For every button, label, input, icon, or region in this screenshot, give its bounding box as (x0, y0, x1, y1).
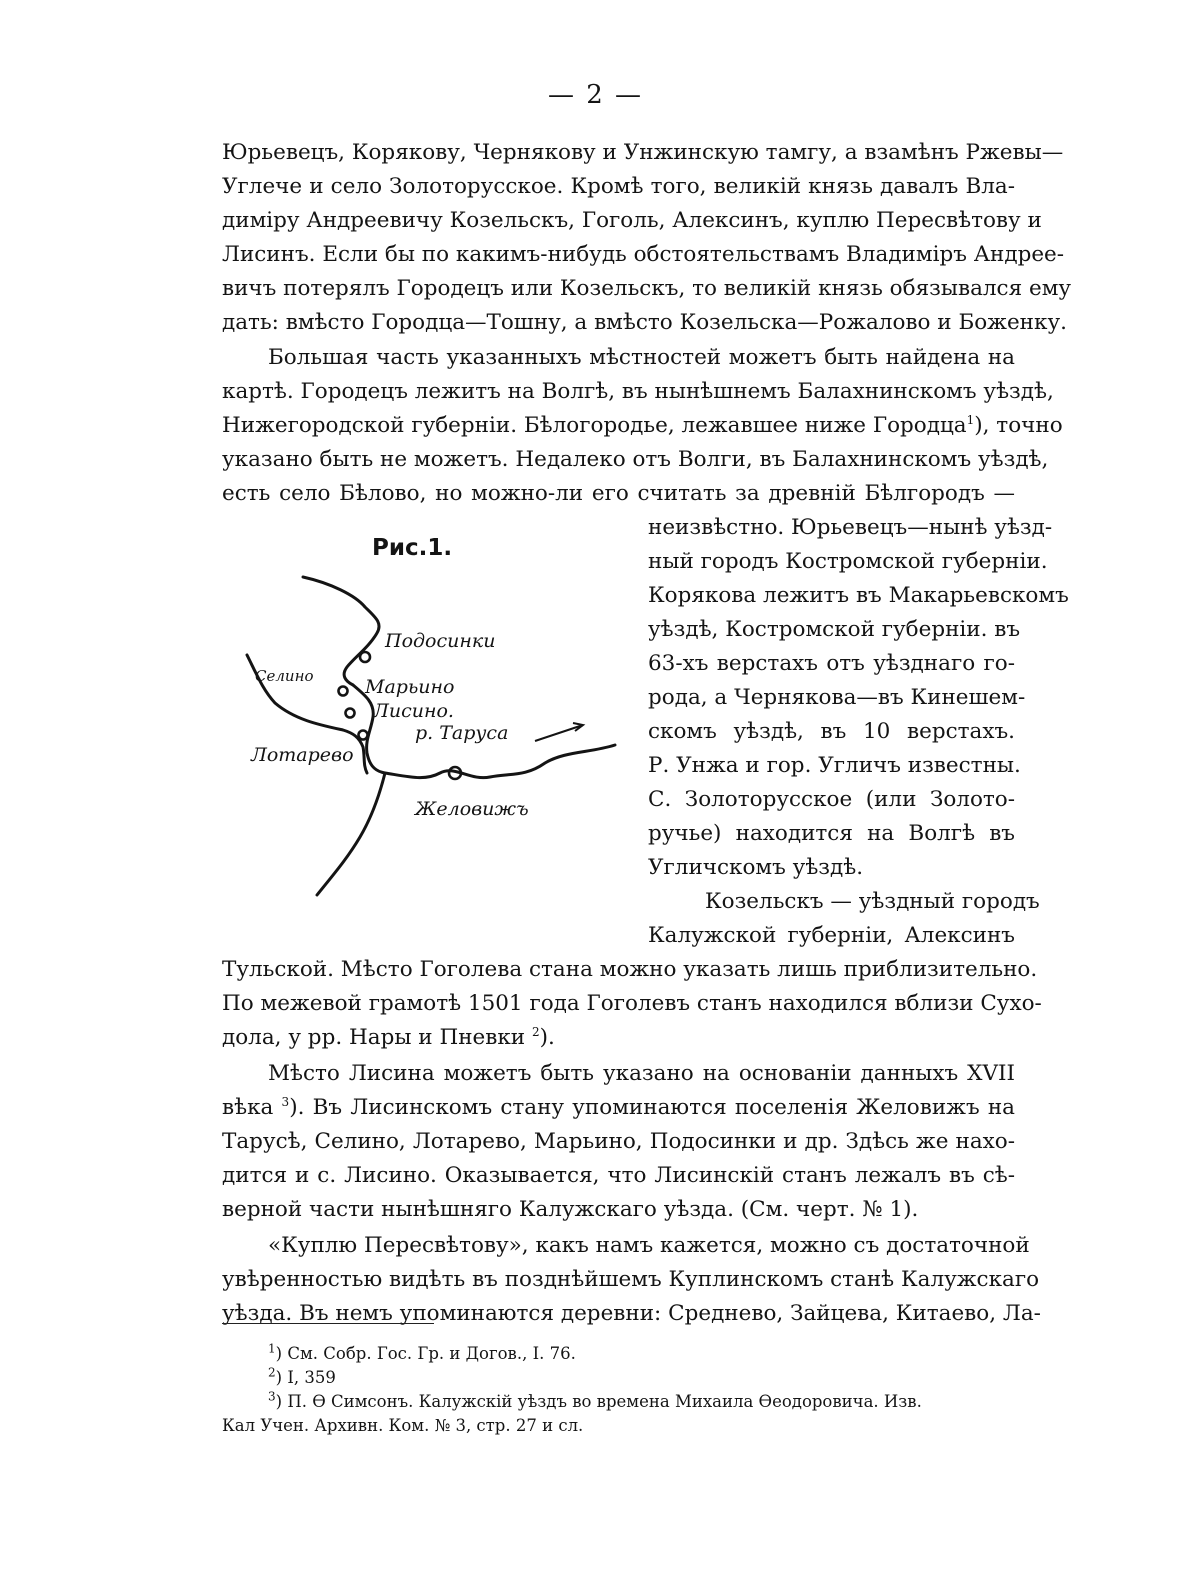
body-line: увѣренностью видѣть въ позднѣйшемъ Куплинскомъ станѣ Калужскаго (222, 1267, 1040, 1292)
body-line: Тарусѣ, Селино, Лотарево, Марьино, Подосинки и др. Здѣсь же нахо- (222, 1129, 1015, 1154)
body-line: Р. Унжа и гор. Угличъ известны. (648, 753, 1021, 778)
body-line: картѣ. Городецъ лежитъ на Волгѣ, въ нынѣшнемъ Балахнинскомъ уѣздѣ, (222, 379, 1054, 404)
body-line: Калужской губерніи, Алексинъ (648, 923, 1015, 948)
body-line: верной части нынѣшняго Калужскаго уѣзда. (См. черт. № 1). (222, 1197, 919, 1222)
body-line-tail: ). Въ Лисинскомъ стану упоминаются поселенія Желовижъ на (289, 1095, 1015, 1120)
body-line: Лисинъ. Если бы по какимъ-нибудь обстоятельствамъ Владиміръ Андрее- (222, 242, 1065, 267)
map-label-zhelovizh: Желовижъ (415, 798, 529, 820)
body-line: Козельскъ — уѣздный городъ (705, 889, 1040, 914)
body-line: Углече и село Золоторусское. Кромѣ того, великій князь давалъ Вла- (222, 174, 1015, 199)
river-south (317, 773, 385, 895)
map-label-lisino: Лисино. (373, 700, 454, 722)
settlement-marker (360, 652, 370, 662)
body-line: Большая часть указанныхъ мѣстностей можетъ быть найдена на (268, 345, 1015, 370)
map-label-selino: Селино (255, 667, 314, 685)
body-line: С. Золоторусское (или Золото- (648, 787, 1015, 812)
footnote-ref: 3 (281, 1094, 290, 1109)
footnote (268, 1390, 1015, 1414)
body-line (222, 1090, 1015, 1126)
footnote (268, 1366, 336, 1390)
footnote-text: ) П. Ѳ Симсонъ. Калужскій уѣздъ во времена Михаила Ѳеодоровича. Изв. (275, 1392, 922, 1411)
footnote-mark: 1 (268, 1341, 276, 1356)
body-line: есть село Бѣлово, но можно-ли его считать за древній Бѣлгородъ — (222, 481, 1015, 506)
settlement-marker (339, 687, 348, 696)
footnote-text: ) См. Собр. Гос. Гр. и Догов., I. 76. (275, 1344, 576, 1363)
settlement-marker (359, 731, 368, 740)
body-line: скомъ уѣздѣ, въ 10 верстахъ. (648, 719, 1015, 744)
body-line-text: Нижегородской губерніи. Бѣлогородье, лежавшее ниже Городца (222, 413, 967, 438)
river-north (303, 577, 379, 685)
footnote-separator (222, 1323, 434, 1324)
body-line: ный городъ Костромской губерніи. (648, 549, 1048, 574)
footnote-ref: 1 (966, 412, 975, 427)
body-line-text: вѣка (222, 1095, 274, 1120)
body-line: Корякова лежитъ въ Макарьевскомъ (648, 583, 1069, 608)
map-label-lotarevo: Лотарево (251, 744, 354, 766)
body-line: ручье) находится на Волгѣ въ (648, 821, 1015, 846)
map-label-marino: Марьино (365, 676, 455, 698)
map-label-tarusa: р. Таруса (415, 722, 509, 744)
body-line: неизвѣстно. Юрьевецъ—нынѣ уѣзд- (648, 515, 1053, 540)
body-line: уѣздѣ, Костромской губерніи. въ (648, 617, 1021, 642)
body-line: Тульской. Мѣсто Гоголева стана можно указать лишь приблизительно. (222, 957, 1038, 982)
body-line-tail: ). (539, 1025, 555, 1050)
body-line: вичъ потерялъ Городецъ или Козельскъ, то великій князь обязывался ему (222, 276, 1072, 301)
footnote-mark: 3 (268, 1389, 276, 1404)
body-line (222, 1020, 555, 1056)
body-line: указано быть не можетъ. Недалеко отъ Волги, въ Балахнинскомъ уѣздѣ, (222, 447, 1049, 472)
body-line: «Куплю Пересвѣтову», какъ намъ кажется, можно съ достаточной (268, 1233, 1030, 1258)
body-line: дать: вмѣсто Городца—Тошну, а вмѣсто Козельска—Рожалово и Боженку. (222, 310, 1067, 335)
footnote (268, 1342, 576, 1366)
body-line: По межевой грамотѣ 1501 года Гоголевъ станъ находился вблизи Сухо- (222, 991, 1042, 1016)
settlement-marker (346, 709, 355, 718)
flow-arrow (535, 725, 583, 741)
map-figure (235, 525, 635, 915)
body-line: рода, а Чернякова—въ Кинешем- (648, 685, 1026, 710)
body-line: 63-хъ верстахъ отъ уѣзднаго го- (648, 651, 1015, 676)
footnote-ref: 2 (531, 1024, 540, 1039)
body-line: Юрьевецъ, Корякову, Чернякову и Унжинскую тамгу, а взамѣнъ Ржевы— (222, 140, 1064, 165)
figure-caption: Рис.1. (372, 535, 453, 561)
body-line: дится и с. Лисино. Оказывается, что Лисинскій станъ лежалъ въ сѣ- (222, 1163, 1015, 1188)
footnote-continuation: Кал Учен. Архивн. Ком. № 3, стр. 27 и сл. (222, 1416, 584, 1435)
body-line: диміру Андреевичу Козельскъ, Гоголь, Алексинъ, куплю Пересвѣтову и (222, 208, 1042, 233)
body-line (222, 408, 1063, 444)
body-line: уѣзда. Въ немъ упоминаются деревни: Среднево, Зайцева, Китаево, Ла- (222, 1301, 1041, 1326)
map-label-podosinki: Подосинки (385, 630, 496, 652)
body-line-tail: ), точно (974, 413, 1063, 438)
footnote-mark: 2 (268, 1365, 276, 1380)
body-line: Мѣсто Лисина можетъ быть указано на основаніи данныхъ XVII (268, 1061, 1015, 1086)
page-number: — 2 — (547, 80, 644, 110)
body-line-text: дола, у рр. Нары и Пневки (222, 1025, 526, 1050)
footnote-text: ) I, 359 (275, 1368, 336, 1387)
body-line: Угличскомъ уѣздѣ. (648, 855, 864, 880)
